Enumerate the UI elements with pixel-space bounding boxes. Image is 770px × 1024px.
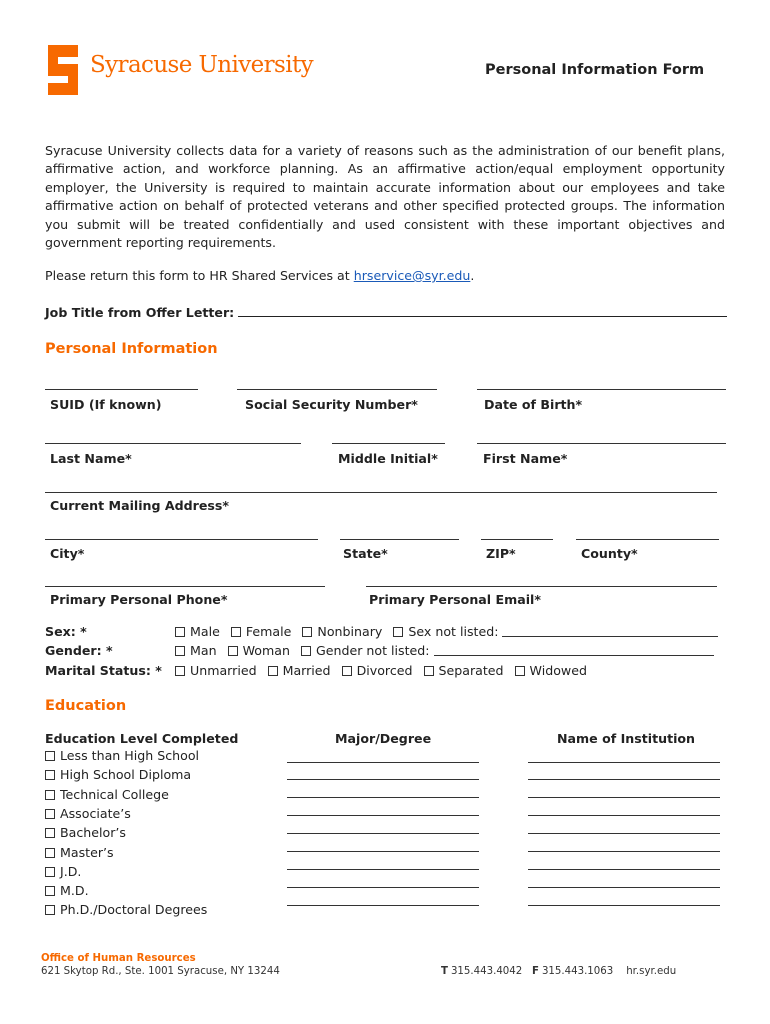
- major-line[interactable]: [287, 887, 479, 888]
- state-line[interactable]: [340, 539, 459, 540]
- city-label: City*: [50, 546, 85, 561]
- sex-option-female[interactable]: Female: [231, 624, 292, 639]
- checkbox-icon[interactable]: [175, 646, 185, 656]
- suid-label: SUID (If known): [50, 397, 162, 412]
- institution-line[interactable]: [528, 797, 720, 798]
- marital-option-separated[interactable]: Separated: [424, 663, 504, 678]
- major-line[interactable]: [287, 797, 479, 798]
- middle-initial-label: Middle Initial*: [338, 451, 438, 466]
- gender-not-listed-line[interactable]: [434, 645, 714, 656]
- footer-address: 621 Skytop Rd., Ste. 1001 Syracuse, NY 13244: [41, 966, 280, 977]
- institution-line[interactable]: [528, 887, 720, 888]
- state-label: State*: [343, 546, 388, 561]
- ssn-label: Social Security Number*: [245, 397, 418, 412]
- county-label: County*: [581, 546, 638, 561]
- institution-header: Name of Institution: [557, 731, 696, 746]
- middle-initial-line[interactable]: [332, 443, 445, 444]
- major-line[interactable]: [287, 869, 479, 870]
- checkbox-icon[interactable]: [45, 886, 55, 896]
- marital-option-divorced[interactable]: Divorced: [342, 663, 413, 678]
- gender-options: [175, 643, 721, 658]
- checkbox-icon[interactable]: [45, 828, 55, 838]
- job-title-line[interactable]: [238, 306, 727, 317]
- major-line[interactable]: [287, 851, 479, 852]
- sex-options: [175, 624, 725, 639]
- checkbox-icon[interactable]: [175, 627, 185, 637]
- institution-line[interactable]: [528, 779, 720, 780]
- checkbox-icon[interactable]: [45, 790, 55, 800]
- gender-label: Gender: *: [45, 643, 113, 658]
- email-label: Primary Personal Email*: [369, 592, 541, 607]
- education-level-header: Education Level Completed: [45, 731, 239, 746]
- checkbox-icon[interactable]: [175, 666, 185, 676]
- footer-phone: 315.443.4042: [450, 966, 523, 977]
- checkbox-icon[interactable]: [45, 770, 55, 780]
- education-heading: Education: [45, 698, 127, 714]
- brand-name: Syracuse University: [90, 52, 314, 78]
- intro-paragraph: Syracuse University collects data for a variety of reasons such as the administration of our benefit plans, affirmative action, and workforce planning. As an affirmative action/equal employment opportunity employer, the University is required to maintain accurate information about our employees and take affirmative action on behalf of protected veterans and other specified protected groups. The information you submit will be treated confidentially and used consistent with these important objectives and government reporting requirements.: [45, 143, 725, 251]
- footer-office: Office of Human Resources: [41, 953, 196, 964]
- county-line[interactable]: [576, 539, 719, 540]
- checkbox-icon[interactable]: [45, 848, 55, 858]
- checkbox-icon[interactable]: [45, 867, 55, 877]
- education-option[interactable]: Master’s: [45, 845, 114, 860]
- education-option[interactable]: Less than High School: [45, 748, 199, 763]
- email-line[interactable]: [366, 586, 717, 587]
- major-line[interactable]: [287, 833, 479, 834]
- footer-website[interactable]: hr.syr.edu: [626, 966, 677, 977]
- footer-fax: 315.443.1063: [541, 966, 614, 977]
- checkbox-icon[interactable]: [45, 809, 55, 819]
- marital-option-married[interactable]: Married: [268, 663, 331, 678]
- education-option[interactable]: Technical College: [45, 787, 169, 802]
- major-line[interactable]: [287, 815, 479, 816]
- gender-option-man[interactable]: Man: [175, 643, 217, 658]
- institution-line[interactable]: [528, 851, 720, 852]
- ssn-line[interactable]: [237, 389, 437, 390]
- institution-line[interactable]: [528, 815, 720, 816]
- zip-line[interactable]: [481, 539, 553, 540]
- checkbox-icon[interactable]: [393, 627, 403, 637]
- education-option[interactable]: Ph.D./Doctoral Degrees: [45, 902, 207, 917]
- first-name-label: First Name*: [483, 451, 568, 466]
- major-line[interactable]: [287, 779, 479, 780]
- checkbox-icon[interactable]: [424, 666, 434, 676]
- return-instructions: Please return this form to HR Shared Services at hrservice@syr.edu.: [45, 268, 475, 283]
- sex-option-not-listed[interactable]: Sex not listed:: [393, 624, 718, 639]
- sex-not-listed-line[interactable]: [502, 626, 718, 637]
- education-option[interactable]: Associate’s: [45, 806, 131, 821]
- institution-line[interactable]: [528, 833, 720, 834]
- marital-option-widowed[interactable]: Widowed: [515, 663, 587, 678]
- gender-option-woman[interactable]: Woman: [228, 643, 290, 658]
- gender-option-not-listed[interactable]: Gender not listed:: [301, 643, 714, 658]
- checkbox-icon[interactable]: [228, 646, 238, 656]
- fax-prefix: F: [531, 966, 539, 977]
- institution-line[interactable]: [528, 869, 720, 870]
- marital-label: Marital Status: *: [45, 663, 162, 678]
- job-title-field[interactable]: [45, 305, 725, 320]
- address-label: Current Mailing Address*: [50, 498, 229, 513]
- dob-label: Date of Birth*: [484, 397, 583, 412]
- sex-option-male[interactable]: Male: [175, 624, 220, 639]
- education-option[interactable]: M.D.: [45, 883, 89, 898]
- first-name-line[interactable]: [477, 443, 726, 444]
- marital-option-unmarried[interactable]: Unmarried: [175, 663, 257, 678]
- last-name-label: Last Name*: [50, 451, 132, 466]
- phone-prefix: T: [441, 966, 448, 977]
- address-line[interactable]: [45, 492, 717, 493]
- form-title: Personal Information Form: [485, 62, 705, 78]
- footer-contact: [441, 966, 676, 977]
- education-option[interactable]: J.D.: [45, 864, 81, 879]
- checkbox-icon[interactable]: [302, 627, 312, 637]
- checkbox-icon[interactable]: [45, 751, 55, 761]
- phone-label: Primary Personal Phone*: [50, 592, 228, 607]
- checkbox-icon[interactable]: [231, 627, 241, 637]
- sex-option-nonbinary[interactable]: Nonbinary: [302, 624, 382, 639]
- job-title-label: Job Title from Offer Letter:: [45, 305, 235, 320]
- checkbox-icon[interactable]: [515, 666, 525, 676]
- city-line[interactable]: [45, 539, 318, 540]
- major-line[interactable]: [287, 762, 479, 763]
- major-line[interactable]: [287, 905, 479, 906]
- institution-line[interactable]: [528, 762, 720, 763]
- suid-line[interactable]: [45, 389, 198, 390]
- last-name-line[interactable]: [45, 443, 301, 444]
- syracuse-s-logo-icon: [44, 45, 82, 95]
- education-option[interactable]: Bachelor’s: [45, 825, 126, 840]
- dob-line[interactable]: [477, 389, 726, 390]
- phone-line[interactable]: [45, 586, 325, 587]
- hr-email-link[interactable]: hrservice@syr.edu: [353, 268, 471, 283]
- checkbox-icon[interactable]: [301, 646, 311, 656]
- sex-label: Sex: *: [45, 624, 87, 639]
- zip-label: ZIP*: [486, 546, 516, 561]
- marital-options: [175, 663, 594, 678]
- checkbox-icon[interactable]: [45, 905, 55, 915]
- institution-line[interactable]: [528, 905, 720, 906]
- major-degree-header: Major/Degree: [335, 731, 432, 746]
- personal-info-heading: Personal Information: [45, 341, 218, 357]
- education-option[interactable]: High School Diploma: [45, 767, 191, 782]
- checkbox-icon[interactable]: [268, 666, 278, 676]
- checkbox-icon[interactable]: [342, 666, 352, 676]
